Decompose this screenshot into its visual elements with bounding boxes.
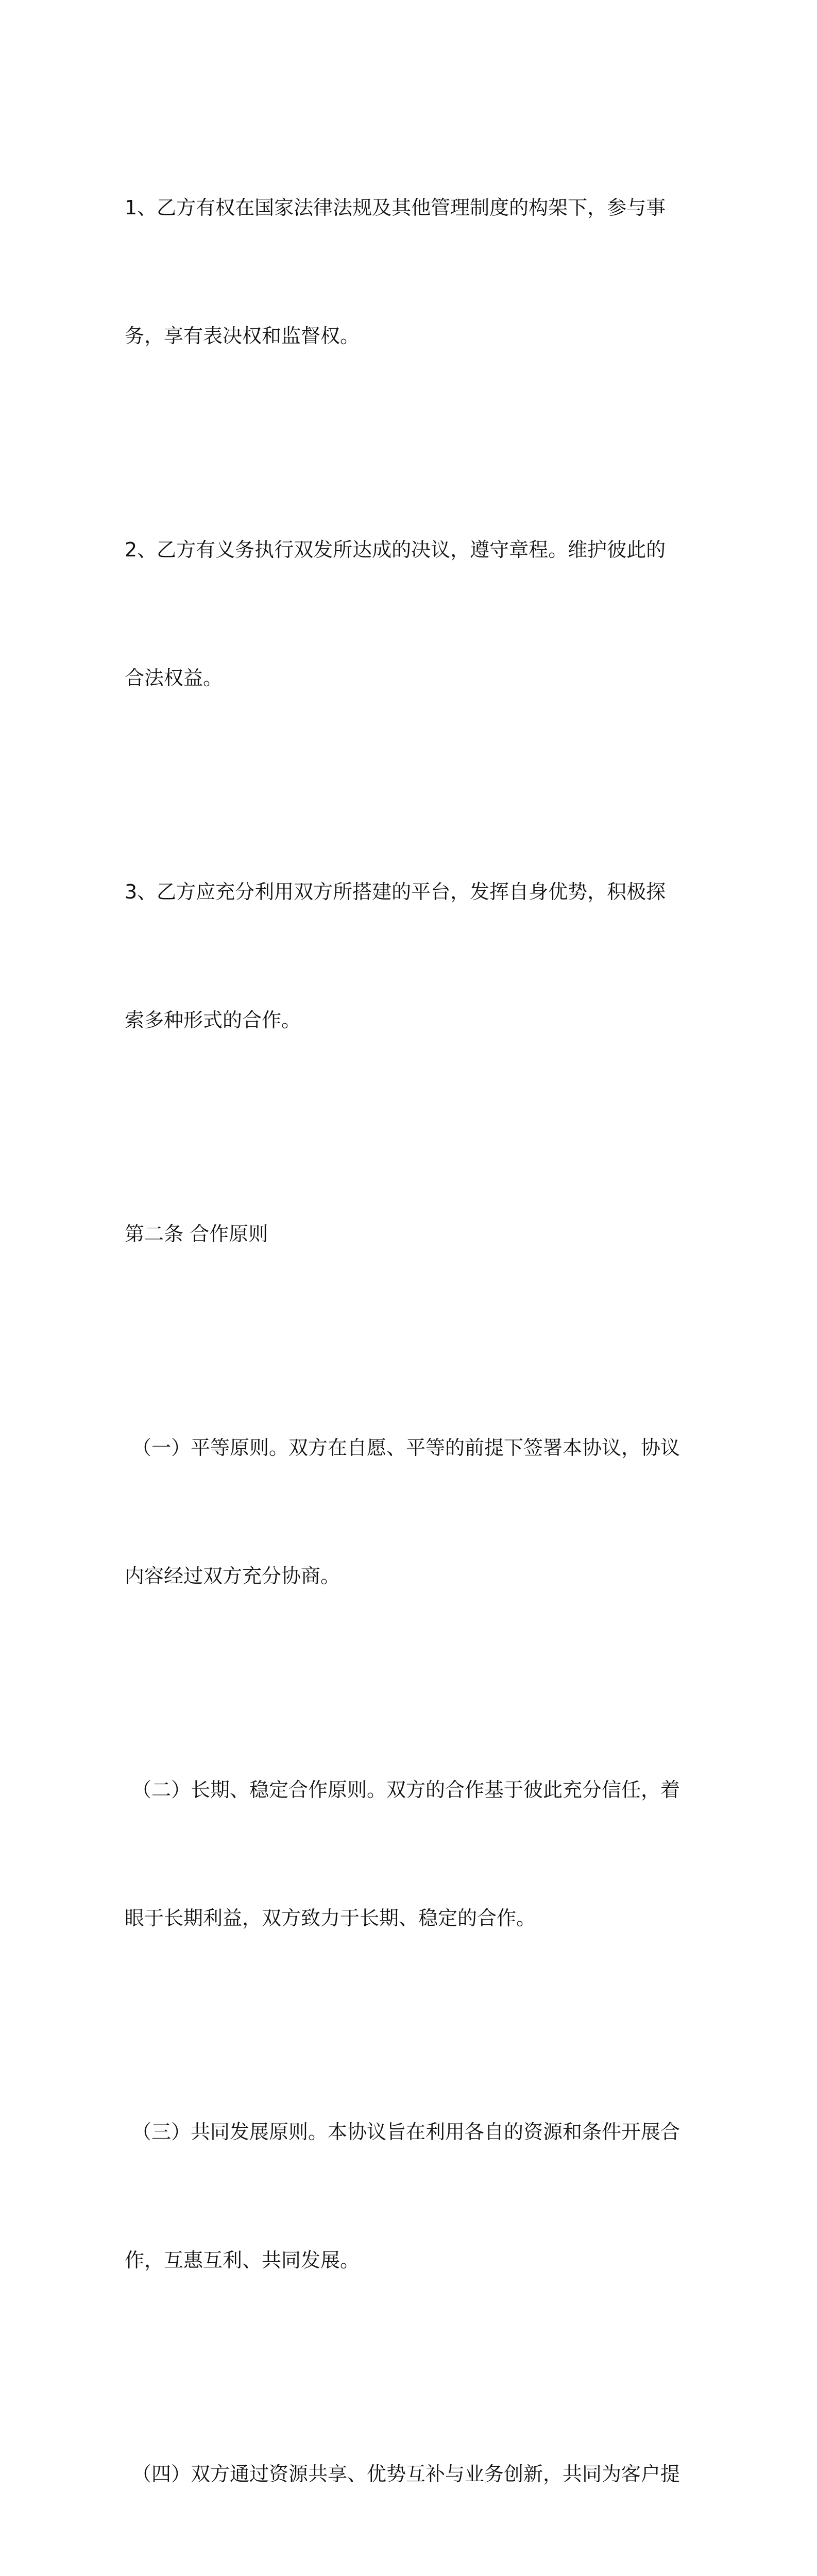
text-line: （一）平等原则。双方在自愿、平等的前提下签署本协议，协议 xyxy=(132,1436,680,1459)
text-line: 内容经过双方充分协商。 xyxy=(125,1565,341,1587)
text-line: 3、乙方应充分利用双方所搭建的平台，发挥自身优势，积极探 xyxy=(125,880,666,903)
text-line: （三）共同发展原则。本协议旨在利用各自的资源和条件开展合 xyxy=(132,2121,680,2143)
clause-party-b-rights xyxy=(125,101,702,443)
article-heading-cooperation-principles xyxy=(125,1127,702,1341)
text-line: 2、乙方有义务执行双发所达成的决议，遵守章程。维护彼此的 xyxy=(125,538,666,561)
clause-party-b-platform xyxy=(125,785,702,1127)
text-line: 1、乙方有权在国家法律法规及其他管理制度的构架下，参与事 xyxy=(125,196,666,219)
text-line: （四）双方通过资源共享、优势互补与业务创新，共同为客户提 xyxy=(132,2463,680,2485)
document-page xyxy=(125,101,702,2576)
text-line: 务，享有表决权和监督权。 xyxy=(125,325,360,347)
text-line: 合法权益。 xyxy=(125,667,223,689)
clause-party-b-obligations xyxy=(125,443,702,785)
principle-common-development xyxy=(125,2025,702,2367)
principle-resource-sharing xyxy=(125,2367,702,2576)
principle-equality xyxy=(125,1341,702,1683)
heading-line: 第二条 合作原则 xyxy=(125,1223,268,1245)
text-line: 索多种形式的合作。 xyxy=(125,1009,301,1031)
text-line: 作，互惠互利、共同发展。 xyxy=(125,2249,360,2272)
text-line: 眼于长期利益，双方致力于长期、稳定的合作。 xyxy=(125,1907,536,1929)
text-line: （二）长期、稳定合作原则。双方的合作基于彼此充分信任，着 xyxy=(132,1778,680,1801)
principle-long-term-stability xyxy=(125,1683,702,2025)
